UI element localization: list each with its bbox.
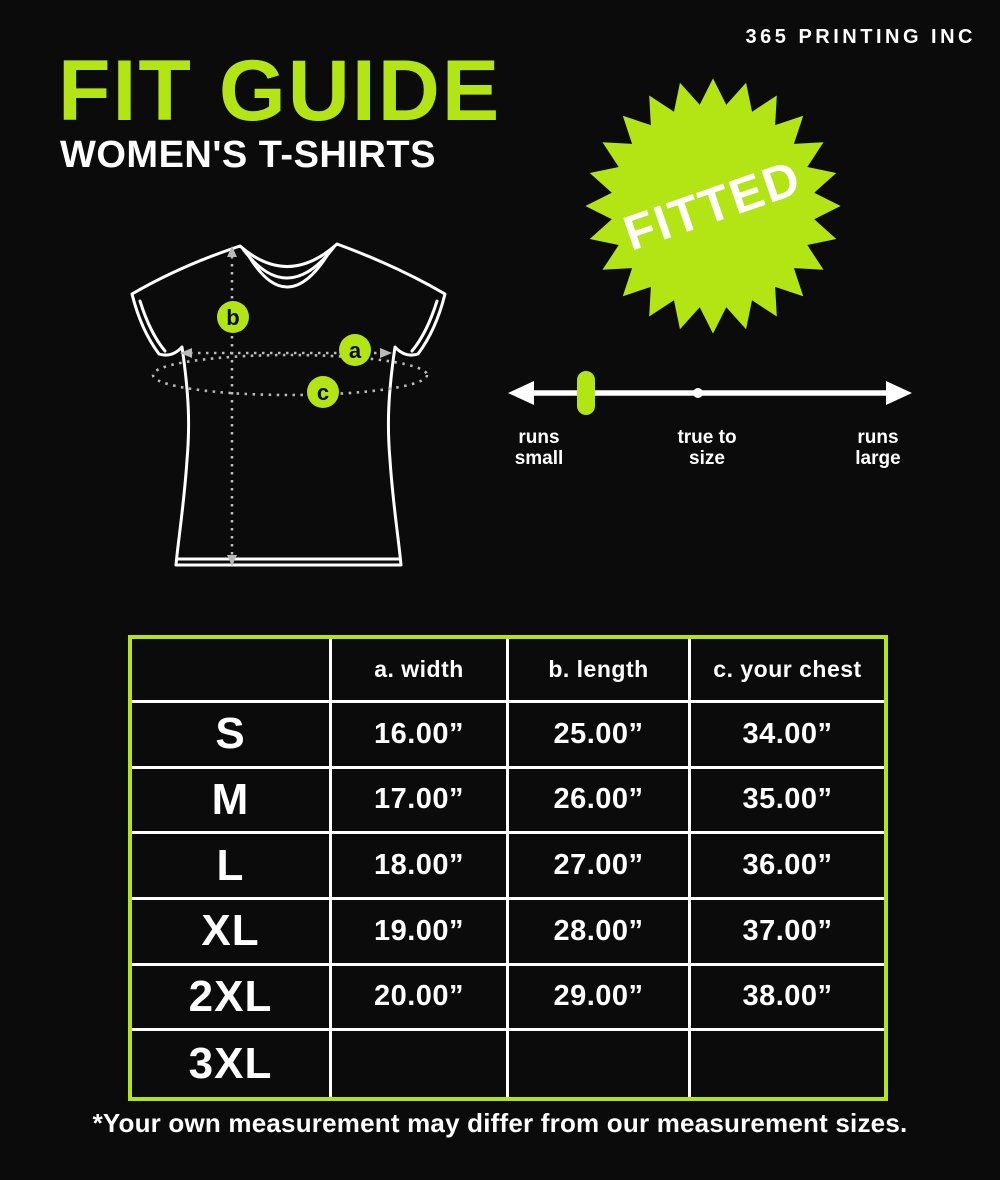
scale-arrow-right-icon — [886, 381, 912, 405]
scale-marker — [577, 371, 595, 415]
tshirt-diagram — [110, 220, 470, 590]
chest-value: 34.00” — [691, 703, 884, 769]
chest-value: 37.00” — [691, 900, 884, 966]
marker-b-label: b — [226, 305, 240, 330]
chest-value — [691, 1031, 884, 1097]
collar-band-line — [243, 247, 334, 278]
scale-center-dot — [693, 388, 703, 398]
marker-a-label: a — [348, 338, 362, 363]
length-value: 27.00” — [509, 834, 691, 900]
chest-measure-ellipse — [153, 355, 427, 395]
page-title: FIT GUIDE — [58, 43, 502, 139]
width-value: 19.00” — [332, 900, 509, 966]
scale-label-runs-small: runs small — [514, 427, 564, 469]
length-value: 28.00” — [509, 900, 691, 966]
size-label: S — [132, 703, 332, 769]
length-value — [509, 1031, 691, 1097]
fit-scale-svg — [500, 355, 920, 435]
scale-label-runs-large: runs large — [855, 427, 901, 469]
scale-label-true-to-size: true to size — [677, 427, 737, 469]
column-header-width: a. width — [332, 639, 509, 703]
size-label: M — [132, 769, 332, 835]
footnote: *Your own measurement may differ from our measurement sizes. — [92, 1108, 908, 1138]
chest-value: 38.00” — [691, 966, 884, 1032]
marker-c-label: c — [316, 380, 330, 405]
length-value: 25.00” — [509, 703, 691, 769]
chest-value: 36.00” — [691, 834, 884, 900]
tshirt-outline — [132, 244, 445, 565]
width-value: 16.00” — [332, 703, 509, 769]
fit-scale — [500, 355, 920, 485]
brand-name: 365 PRINTING INC — [745, 26, 976, 48]
size-label: 3XL — [132, 1031, 332, 1097]
size-chart-table — [128, 635, 888, 1101]
tshirt-diagram-svg — [110, 220, 470, 590]
width-value: 18.00” — [332, 834, 509, 900]
column-header-chest: c. your chest — [691, 639, 884, 703]
width-value: 20.00” — [332, 966, 509, 1032]
chest-value: 35.00” — [691, 769, 884, 835]
column-header-blank — [132, 639, 332, 703]
width-value: 17.00” — [332, 769, 509, 835]
column-header-length: b. length — [509, 639, 691, 703]
size-label: XL — [132, 900, 332, 966]
scale-arrow-left-icon — [508, 381, 534, 405]
length-value: 26.00” — [509, 769, 691, 835]
fitted-badge — [579, 72, 847, 340]
size-label: L — [132, 834, 332, 900]
length-value: 29.00” — [509, 966, 691, 1032]
width-value — [332, 1031, 509, 1097]
size-label: 2XL — [132, 966, 332, 1032]
width-arrow-right-icon — [380, 348, 392, 358]
page-subtitle: WOMEN'S T-SHIRTS — [60, 134, 436, 176]
fitted-badge-label: FITTED — [617, 150, 809, 262]
